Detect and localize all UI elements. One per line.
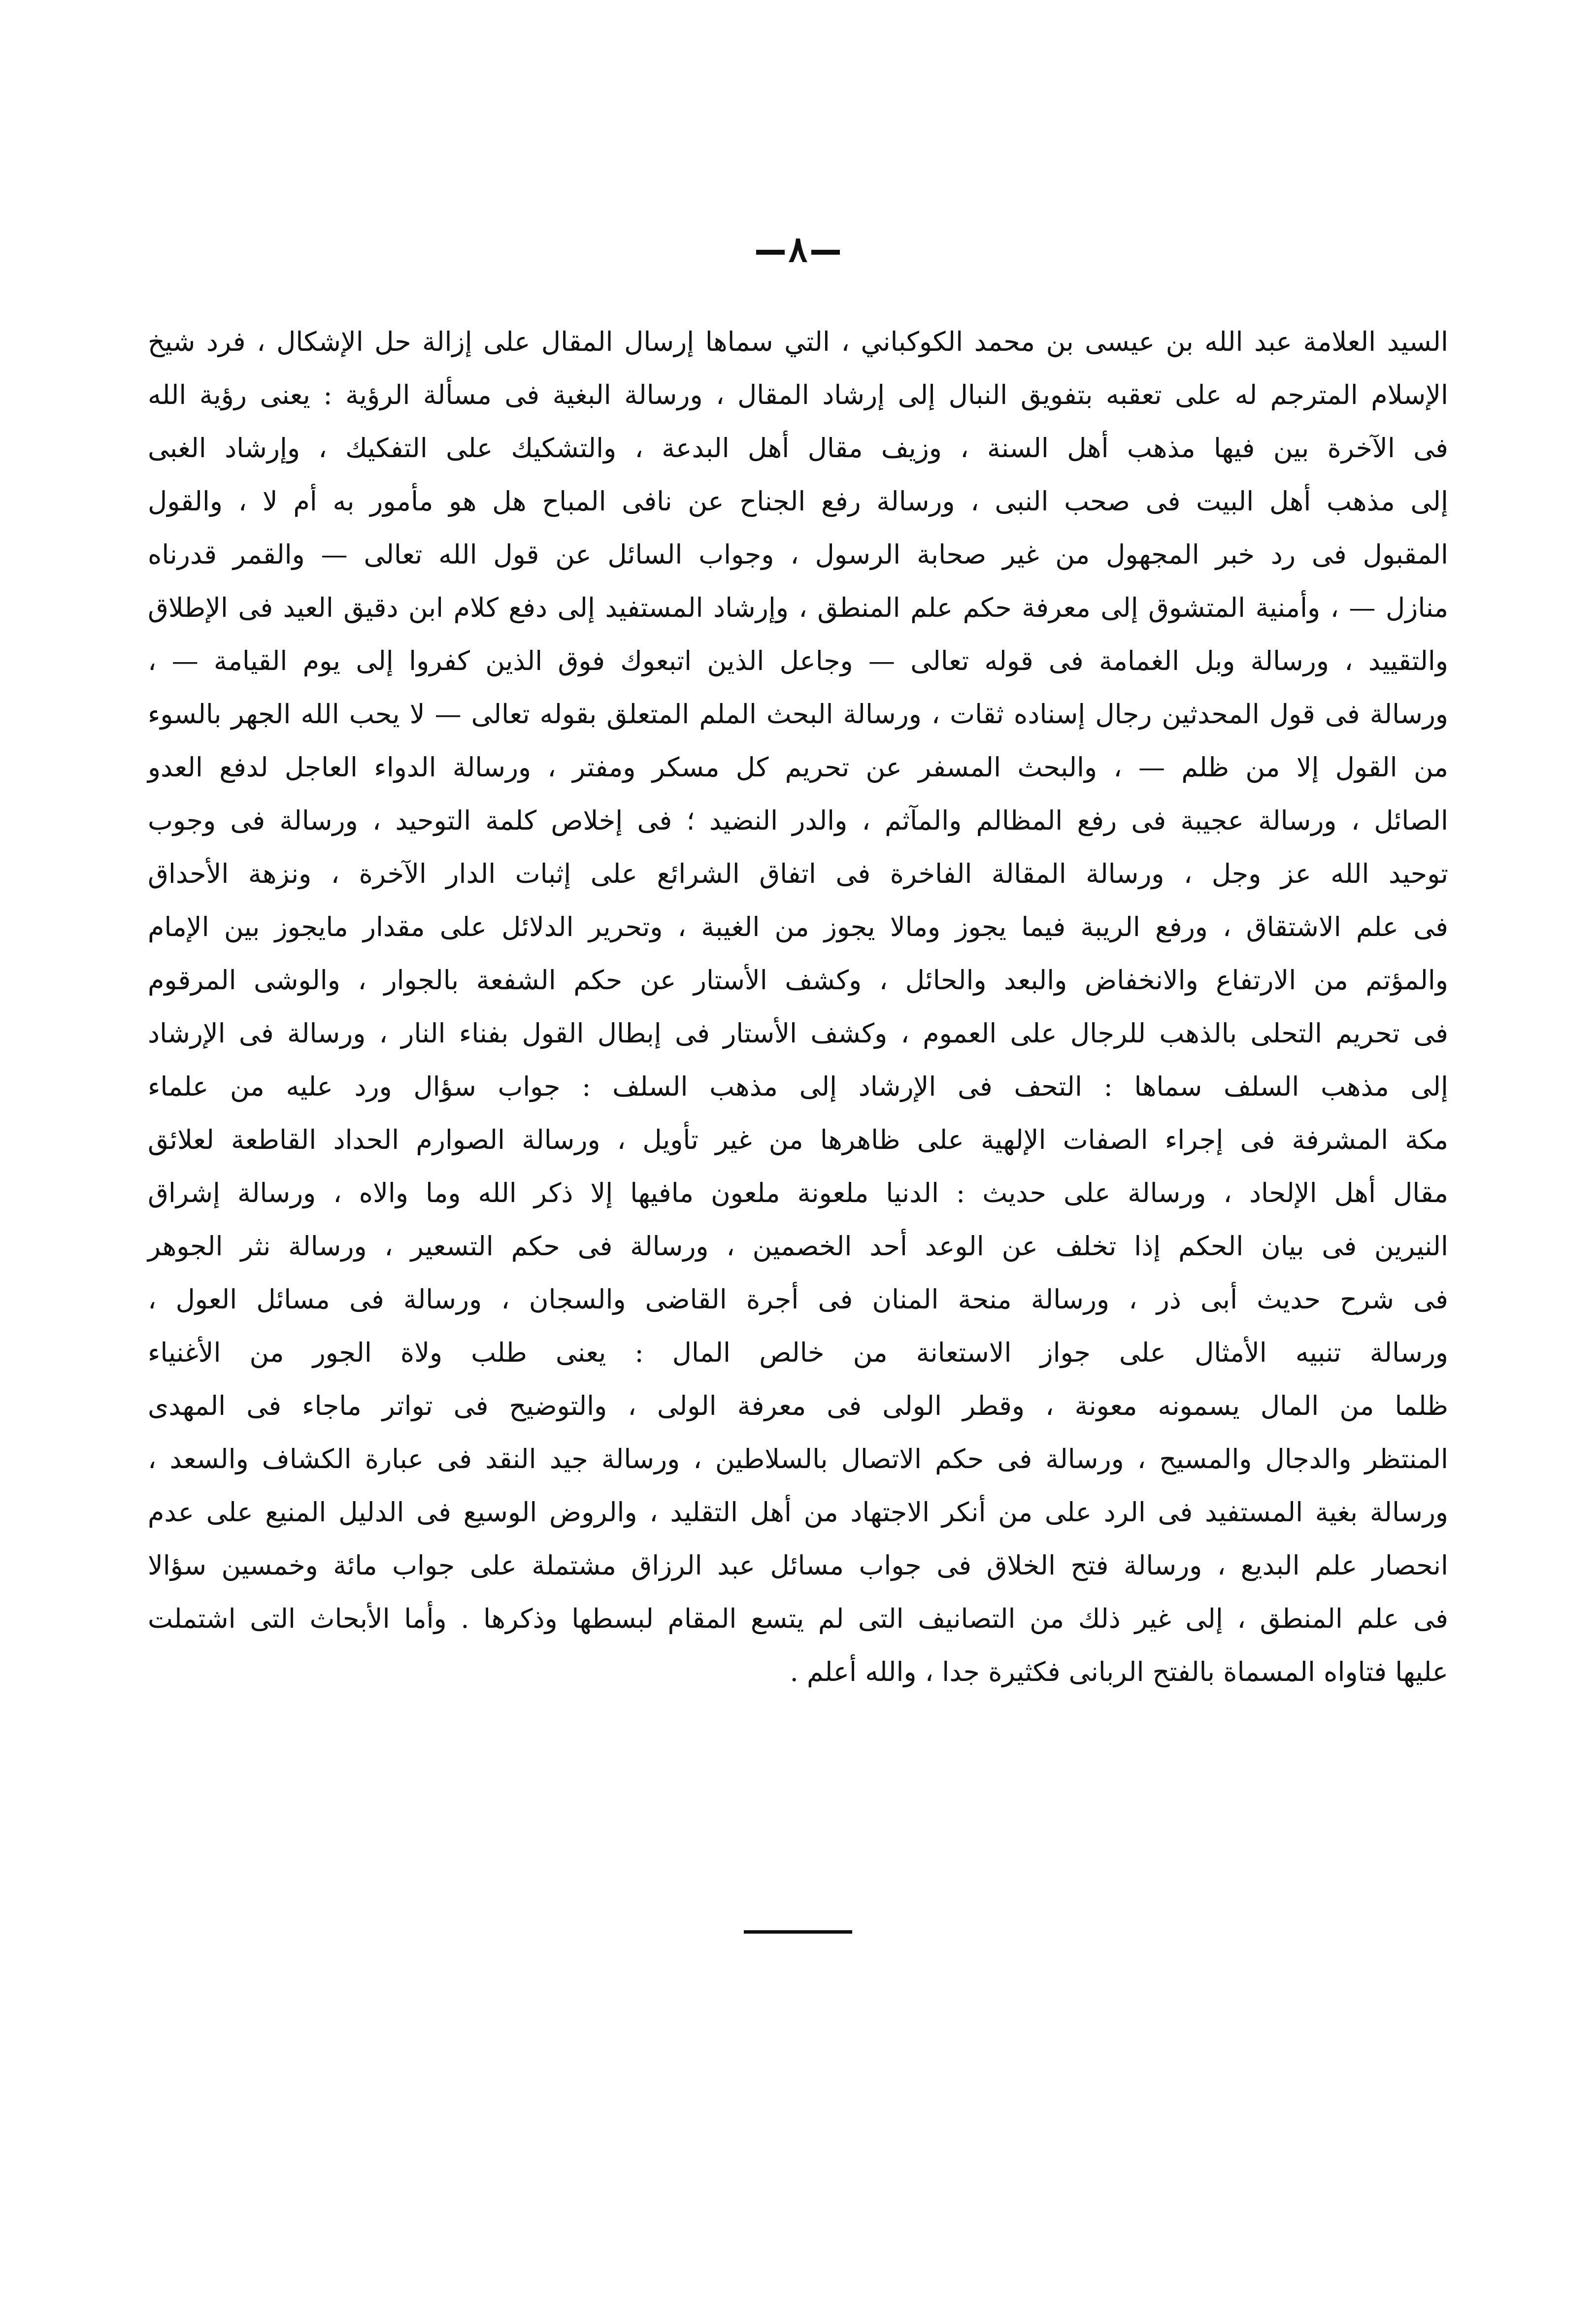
text-line: منازل — ، وأمنية المتشوق إلى معرفة حكم علم المنطق ، وإرشاد المستفيد إلى دفع كلام ابن دقيق العيد فى الإطلاق [148, 592, 1448, 623]
text-line: مكة المشرفة فى إجراء الصفات الإلهية على ظاهرها من غير تأويل ، ورسالة الصوارم الحداد القاطعة لعلائق [148, 1124, 1448, 1155]
text-line: فى تحريم التحلى بالذهب للرجال على العموم ، وكشف الأستار فى إبطال القول بفناء النار ، ورسالة فى الإرشاد [148, 1018, 1448, 1049]
page-number-dash-right [811, 250, 840, 255]
text-line: المنتظر والدجال والمسيح ، ورسالة فى حكم الاتصال بالسلاطين ، ورسالة جيد النقد فى عبارة الكشاف والسعد ، [148, 1443, 1448, 1474]
text-line: الصائل ، ورسالة عجيبة فى رفع المظالم والمآثم ، والدر النضيد ؛ فى إخلاص كلمة التوحيد ، ورسالة فى وجوب [148, 805, 1448, 836]
text-line: فى علم الاشتقاق ، ورفع الريبة فيما يجوز ومالا يجوز من الغيبة ، وتحرير الدلائل على مقدار مايجوز بين الإمام [148, 911, 1448, 942]
text-line: فى علم المنطق ، إلى غير ذلك من التصانيف التى لم يتسع المقام لبسطها وذكرها . وأما الأبحاث التى اشتملت [148, 1603, 1448, 1634]
text-line: توحيد الله عز وجل ، ورسالة المقالة الفاخرة فى اتفاق الشرائع على إثبات الدار الآخرة ، ونزهة الأحداق [148, 858, 1449, 889]
text-line: إلى مذهب السلف سماها : التحف فى الإرشاد إلى مذهب السلف : جواب سؤال ورد عليه من علماء [148, 1071, 1448, 1102]
text-line: مقال أهل الإلحاد ، ورسالة على حديث : الدنيا ملعونة ملعون مافيها إلا ذكر الله وما والاه ، ورسالة إشراق [148, 1177, 1448, 1208]
page-number [709, 228, 887, 270]
text-line: انحصار علم البديع ، ورسالة فتح الخلاق فى جواب مسائل عبد الرزاق مشتملة على جواب مائة وخمسين سؤالا [148, 1550, 1448, 1581]
text-line: والمؤتم من الارتفاع والانخفاض والبعد والحائل ، وكشف الأستار عن حكم الشفعة بالجوار ، والوشى المرقوم [148, 965, 1448, 996]
text-line: من القول إلا من ظلم — ، والبحث المسفر عن تحريم كل مسكر ومفتر ، ورسالة الدواء العاجل لدفع العدو [148, 752, 1448, 783]
text-line: النيرين فى بيان الحكم إذا تخلف عن الوعد أحد الخصمين ، ورسالة فى حكم التسعير ، ورسالة نثر الجوهر [148, 1231, 1448, 1262]
text-line: ورسالة تنبيه الأمثال على جواز الاستعانة من خالص المال : يعنى طلب ولاة الجور من الأغنياء [148, 1337, 1448, 1368]
page-number-value: ٨ [788, 228, 808, 270]
text-line: فى الآخرة بين فيها مذهب أهل السنة ، وزيف مقال أهل البدعة ، والتشكيك على التفكيك ، وإرشاد الغبى [148, 433, 1448, 464]
text-line: ظلما من المال يسمونه معونة ، وقطر الولى فى معرفة الولى ، والتوضيح فى تواتر ماجاء فى المهدى [148, 1390, 1448, 1421]
body-text [148, 315, 1448, 1699]
text-line: السيد العلامة عبد الله بن عيسى بن محمد الكوكباني ، التي سماها إرسال المقال على إزالة حل الإشكال ، فرد شيخ [148, 326, 1448, 357]
text-line: الإسلام المترجم له على تعقبه بتفويق النبال إلى إرشاد المقال ، ورسالة البغية فى مسألة الرؤية : يعنى رؤية الله [148, 379, 1448, 410]
text-line: ورسالة بغية المستفيد فى الرد على من أنكر الاجتهاد من أهل التقليد ، والروض الوسيع فى الدليل المنيع على عدم [148, 1497, 1448, 1528]
text-line: المقبول فى رد خبر المجهول من غير صحابة الرسول ، وجواب السائل عن قول الله تعالى — والقمر قدرناه [148, 539, 1448, 570]
text-line: ورسالة فى قول المحدثين رجال إسناده ثقات ، ورسالة البحث الملم المتعلق بقوله تعالى — لا يحب الله الجهر بالسوء [148, 699, 1448, 730]
text-line: والتقييد ، ورسالة وبل الغمامة فى قوله تعالى — وجاعل الذين اتبعوك فوق الذين كفروا إلى يوم القيامة — ، [148, 645, 1448, 676]
text-line: فى شرح حديث أبى ذر ، ورسالة منحة المنان فى أجرة القاضى والسجان ، ورسالة فى مسائل العول ، [148, 1284, 1448, 1315]
page-number-dash-left [756, 250, 785, 255]
section-divider [744, 1930, 852, 1934]
text-line: إلى مذهب أهل البيت فى صحب النبى ، ورسالة رفع الجناح عن نافى المباح هل هو مأمور به أم لا ، والقول [148, 486, 1448, 517]
text-line-last: عليها فتاواه المسماة بالفتح الربانى فكثيرة جدا ، والله أعلم . [790, 1656, 1448, 1687]
